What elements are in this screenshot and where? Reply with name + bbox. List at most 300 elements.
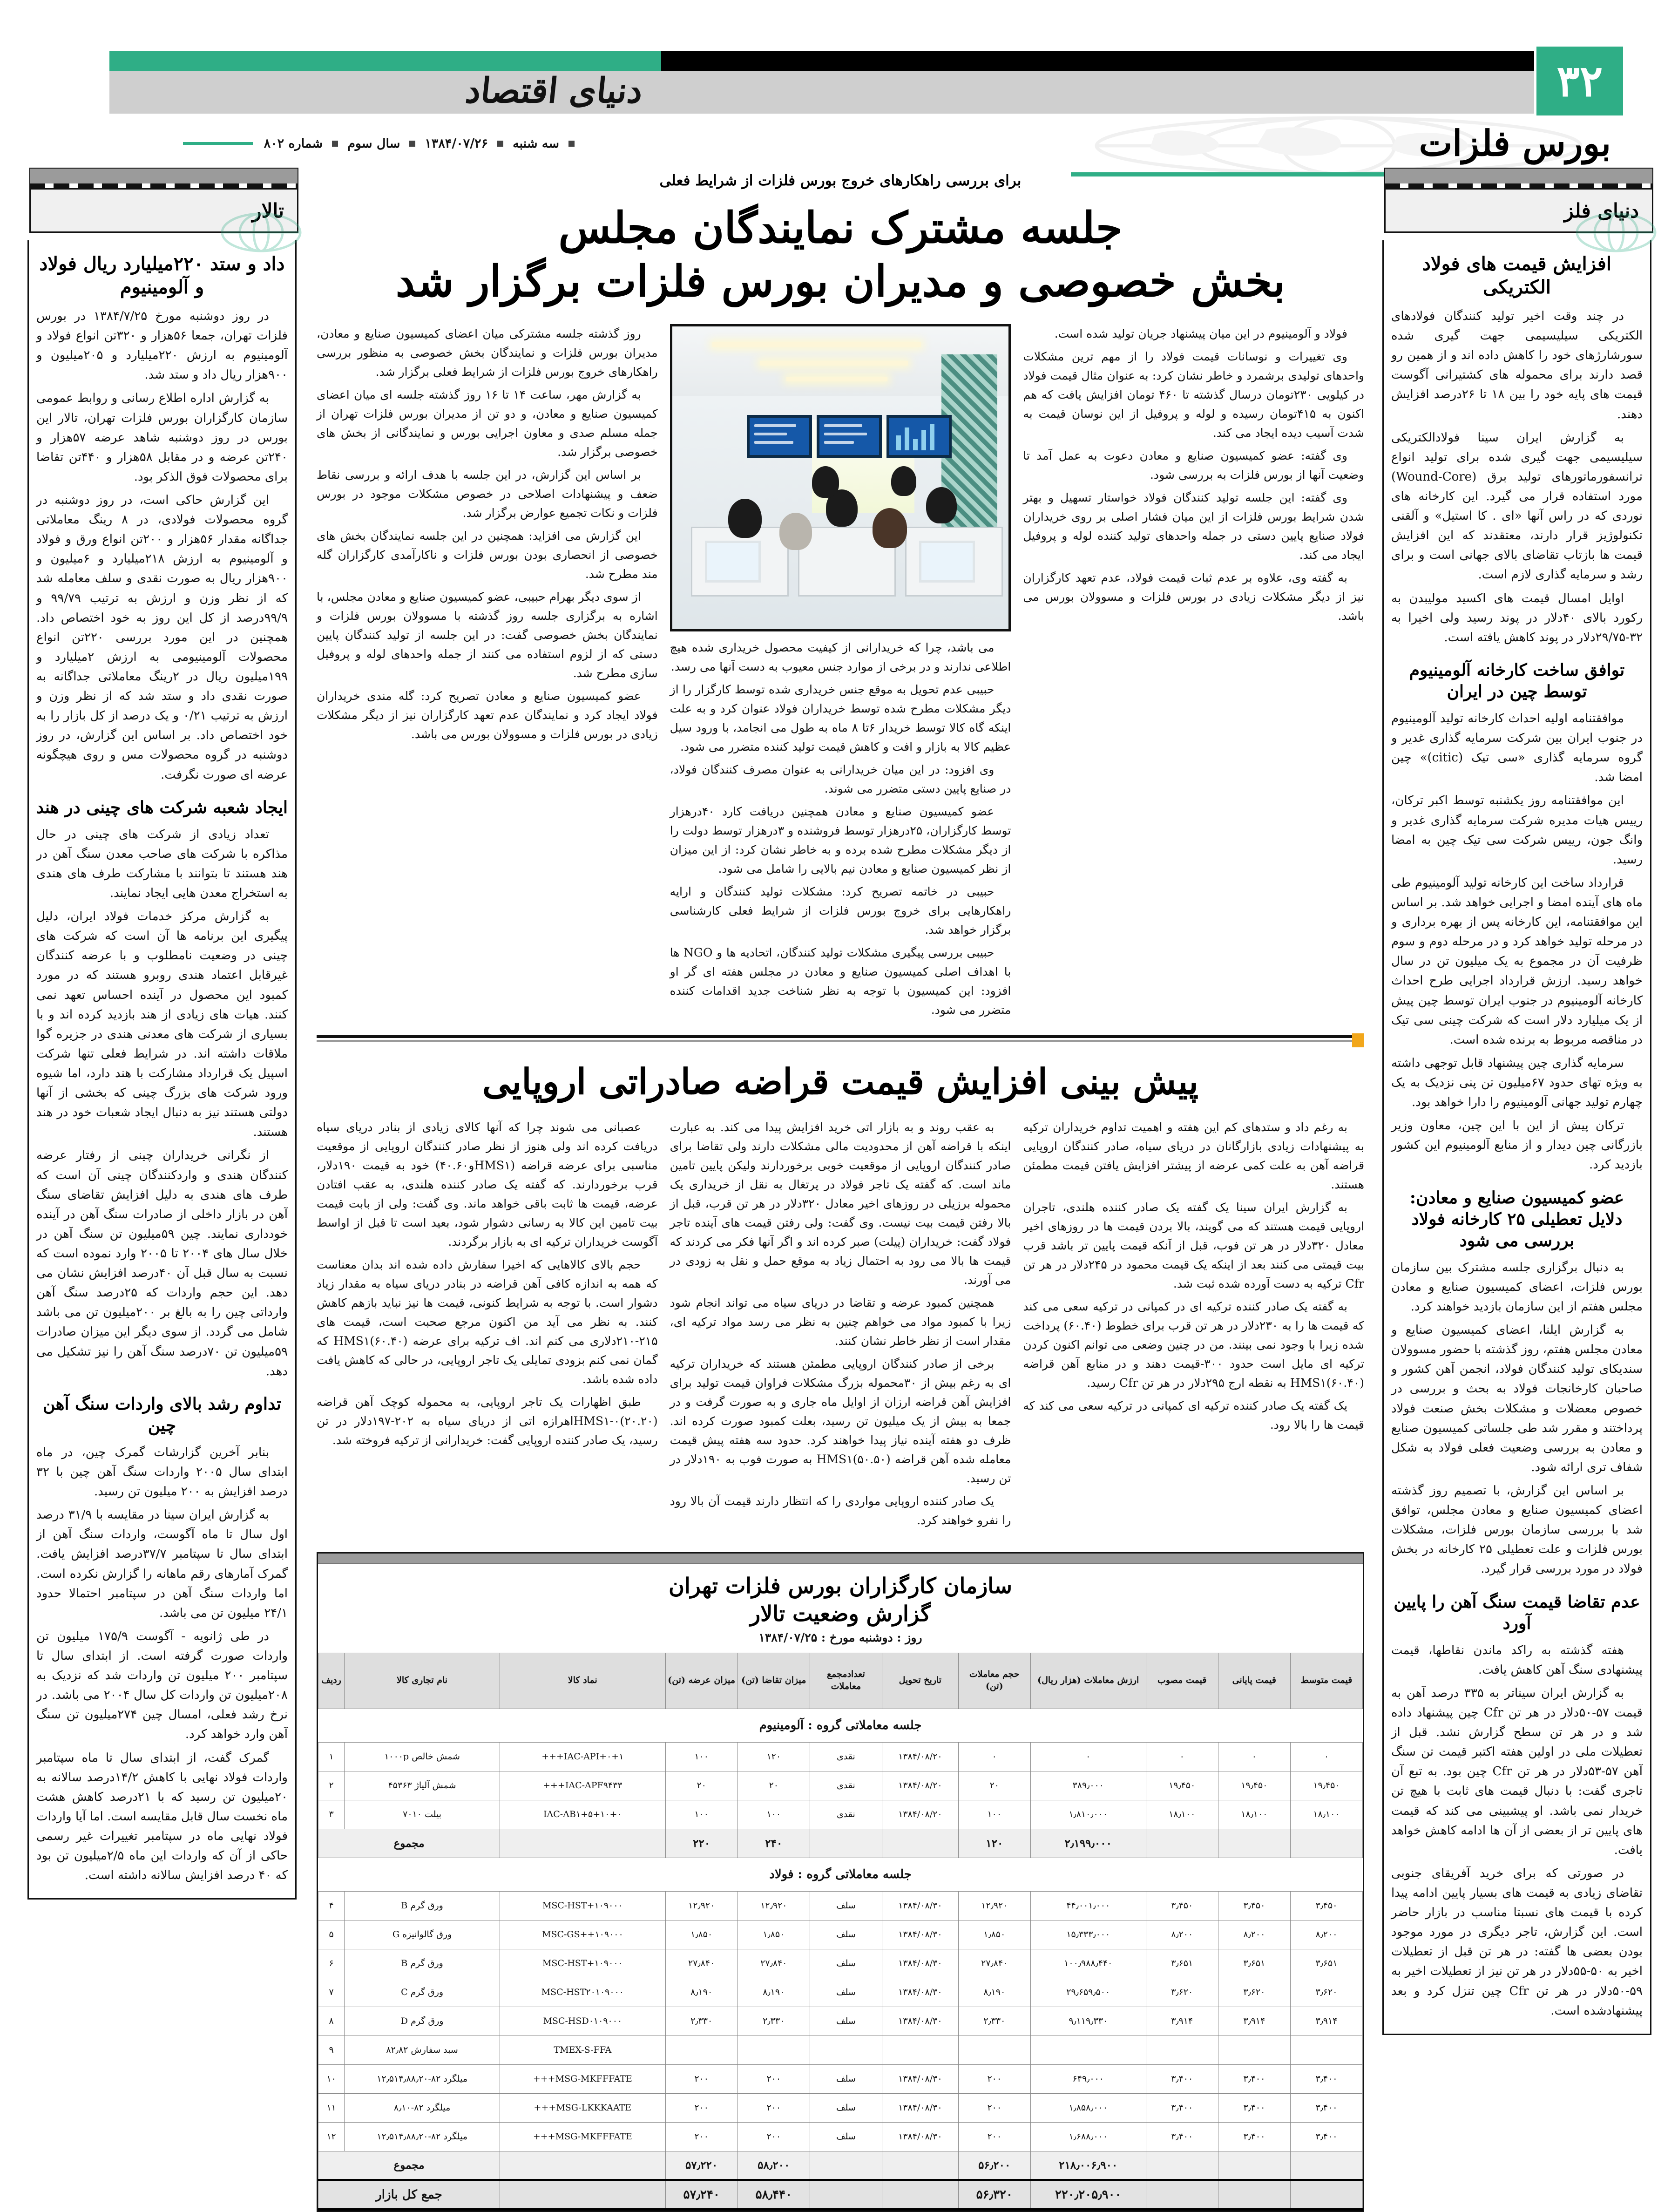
- cell-commercial-name: بیلت ۷۰۱۰: [345, 1800, 500, 1829]
- cell-demand-amount: ۲۰۰: [738, 2122, 810, 2151]
- cell-average-price: ۰: [1290, 1742, 1362, 1771]
- right-article-headline: عضو کمیسیون صنایع و معادن: دلایل تعطیلی ۲۵ کارخانه فولاد بررسی می شود: [1409, 1187, 1624, 1250]
- cell-symbol: MSC-HST۲۰۱۰۹۰۰۰: [500, 1978, 666, 2007]
- cell-deal-count: سلف: [810, 2093, 882, 2122]
- section-title-container: [1155, 116, 1625, 170]
- cell-commercial-name: ورق گرم B: [345, 1891, 500, 1920]
- col-delivery-date: تاریخ تحویل: [882, 1653, 958, 1709]
- cell-average-price: ۳٫۴۰۰: [1290, 2122, 1362, 2151]
- left-sidebar-kicker-label: تالار: [252, 199, 284, 222]
- col-trade-volume: حجم معاملات (تن): [958, 1653, 1030, 1709]
- cell-commercial-name: ورق گالوانیزه G: [345, 1920, 500, 1949]
- cell-symbol: IAC-APF۹۴۳۳+++: [500, 1771, 666, 1800]
- table-row: [318, 1742, 1363, 1771]
- cell-total-supply: ۲۲۰: [665, 1829, 738, 1858]
- kicker-grey-strip: [1384, 168, 1653, 183]
- left-sidebar-kicker-box: [21, 168, 305, 237]
- cell-trade-value: ۱٫۸۵۸٫۰۰۰: [1030, 2093, 1146, 2122]
- article2-paragraph: همچنین کمبود عرضه و تقاضا در دریای سیاه می تواند انجام شود زیرا با کمبود مواد می خواهم چنین به نظر می رسد مواد ترکیه ای، مقدار است از نظر خاطر نشان کنند.: [670, 1296, 1011, 1348]
- cell-total-value: ۲٫۱۹۹٫۰۰۰: [1030, 1829, 1146, 1858]
- article1-column-3: [1023, 324, 1364, 1023]
- cell-grand-supply: ۵۷٫۲۴۰: [665, 2180, 738, 2209]
- cell-deal-count: [810, 2180, 882, 2209]
- cell-final-price: [1218, 2180, 1290, 2209]
- table-grand-total-row: [318, 2180, 1363, 2209]
- article1-paragraph: حبیبی عدم تحویل به موقع جنس خریداری شده توسط کارگزار را از دیگر مشکلات مطرح شده توسط خریداران فولاد عنوان کرد و به علت اینکه گاه کالا توسط خریدار ۶تا ۸ ماه به طول می انجامد، با ورود سیل عظیم کالا به بازار و افت و کاهش قیمت تولید کننده متضرر می شود.: [670, 683, 1011, 753]
- cell-trade-value: ۰: [1030, 1742, 1146, 1771]
- cell-final-price: ۳٫۶۲۰: [1218, 1978, 1290, 2007]
- cell-grand-volume: ۵۶٫۳۲۰: [958, 2180, 1030, 2209]
- table-row: [318, 2122, 1363, 2151]
- main-content: [317, 168, 1364, 2212]
- cell-trade-value: ۹٫۱۱۹٫۳۳۰: [1030, 2007, 1146, 2036]
- globe-icon: [217, 212, 305, 253]
- cell-delivery-date: ۱۳۸۴/۰۸/۳۰: [882, 1920, 958, 1949]
- cell-row-index: ۹: [318, 2036, 345, 2064]
- cell-trade-value: ۳۸۹٫۰۰۰: [1030, 1771, 1146, 1800]
- cell-trade-value: ۱۰۰٫۹۸۸٫۴۴۰: [1030, 1949, 1146, 1978]
- article2-paragraph: عصبانی می شوند چرا که آنها کالای زیادی از بنادر دریای سیاه دریافت کرده اند ولی هنوز از نظر صادر کنندگان اروپایی از موقعیت مناسبی برای عرضه قراضه (HMS۱و۴۰.۶۰) خود به قیمت ۱۹۰دلار، قرب برخوردارند. که گفته یک صادر کننده هلندی، به عقب افتادن عرضه، قیمت ها ثابت باقی خواهد ماند. وی گفت: ولی از بابت قیمت بیت تامین این کالا به رسانی دشوار شود، بعید است تا قبل از اواسط آگوست خریداران ترکیه ای به بازار برگردند.: [317, 1120, 658, 1248]
- dateline: [28, 133, 577, 154]
- left-sidebar-paragraph: بنابر آخرین گزارشات گمرک چین، در ماه ابتدای سال ۲۰۰۵ واردات سنگ آهن چین با ۳۲ درصد افزایش به ۲۰۰ میلیون تن رسید.: [36, 1445, 288, 1499]
- cell-total-demand: ۲۴۰: [738, 1829, 810, 1858]
- cell-approved-price: ۳٫۶۵۱: [1146, 1949, 1218, 1978]
- article1-paragraph: عضو کمیسیون صنایع و معادن تصریح کرد: گله مندی خریداران فولاد ایجاد کرد و نمایندگان عدم تعهد کارگزاران نیز از دیگر مشکلات زیادی در بورس فلزات و مسوولان بورس می باشد.: [317, 689, 658, 741]
- cell-final-price: ۳٫۴۵۰: [1218, 1891, 1290, 1920]
- cell-demand-amount: ۱۲۰: [738, 1742, 810, 1771]
- right-article-paragraph: به دنبال برگزاری جلسه مشترک بین سازمان بورس فلزات، اعضای کمیسیون صنایع و معادن مجلس هفتم از این سازمان بازدید خواهند کرد.: [1391, 1260, 1643, 1314]
- col-trade-value: ارزش معاملات (هزار ریال): [1030, 1653, 1146, 1709]
- cell-supply-amount: ۲۰۰: [665, 2122, 738, 2151]
- article2-paragraph: به گزارش ایران سینا یک گفته یک صادر کننده هلندی، تاجران اروپایی قیمت هستند که می گویند، بالا بردن قیمت ها در روزهای اخیر معادل ۳۲۰دلار در هر تن فوب، قبل از آنکه قیمت پایین تر باشد قرب بیت قیمتی می کنند بعد از اینکه یک قیمت محمود در ۲۴۵دلار در هر تن Cfr ترکیه به دست آورده شده ثبت شد.: [1023, 1201, 1365, 1290]
- cell-total-demand: ۵۸٫۲۰۰: [738, 2151, 810, 2180]
- cell-symbol: MSG-MKFFFATE+++: [500, 2064, 666, 2093]
- article2-divider: [317, 1035, 1364, 1044]
- table-subtitle: روز : دوشنبه مورخ : ۱۳۸۴/۰۷/۲۵: [758, 1630, 922, 1644]
- cell-delivery-date: ۱۳۸۴/۰۸/۳۰: [882, 1978, 958, 2007]
- cell-symbol: MSC-HSD۰۱۰۹۰۰۰: [500, 2007, 666, 2036]
- cell-row-index: ۴: [318, 1891, 345, 1920]
- cell-supply-amount: ۱٫۸۵۰: [665, 1920, 738, 1949]
- table-section-header: [318, 1709, 1363, 1742]
- globe-icon: [1572, 212, 1660, 253]
- cell-symbol: TMEX-S-FFA: [500, 2036, 666, 2064]
- cell-final-price: ۳٫۴۰۰: [1218, 2122, 1290, 2151]
- market-report-table-wrapper: [317, 1552, 1364, 2212]
- article1-paragraph: روز گذشته جلسه مشترکی میان اعضای کمیسیون صنایع و معادن، مدیران بورس فلزات و نمایندگان بخش خصوصی به منظور بررسی راهکارهای خروج بورس فلزات از شرایط فعلی برگزار شد.: [317, 327, 658, 379]
- cell-final-price: ۱۸٫۱۰۰: [1218, 1800, 1290, 1829]
- cell-demand-amount: ۲۰: [738, 1771, 810, 1800]
- cell-delivery-date: [882, 2036, 958, 2064]
- article1-paragraph: حبیبی بررسی پیگیری مشکلات تولید کنندگان، اتحادیه ها و NGO ها با اهداف اصلی کمیسیون صنایع و معادن در مجلس هفته ای گر او افزود: این کمیسیون با توجه به نظر شناخت جدید اقدامات کننده متضرر می شود.: [670, 946, 1011, 1017]
- section-title: بورس فلزات: [1419, 122, 1611, 164]
- table-title-line1: سازمان کارگزاران بورس فلزات تهران: [669, 1573, 1012, 1598]
- table-top-bar: [318, 1554, 1363, 1564]
- cell-final-price: ۱۹٫۴۵۰: [1218, 1771, 1290, 1800]
- cell-symbol: MSC-HST+۱۰۹۰۰۰: [500, 1949, 666, 1978]
- cell-deal-count: نقدی: [810, 1771, 882, 1800]
- article1-paragraph: از سوی دیگر بهرام حبیبی، عضو کمیسیون صنایع و معادن مجلس، با اشاره به برگزاری جلسه روز گذشته با مسوولان بورس فلزات و نمایندگان بخش خصوصی گفت: در این جلسه از تولید کنندگان پایین دستی که از لزوم استفاده می کنند از جمله واحدهای لوله و پروفیل سازی مطرح شد.: [317, 590, 658, 680]
- page-number-badge: ۳۲: [1536, 47, 1623, 115]
- cell-row-index: ۸: [318, 2007, 345, 2036]
- left-sidebar-paragraph: گمرک گفت، از ابتدای سال تا ماه سپتامبر واردات فولاد نهایی با کاهش ۱۴/۲درصد سالانه به ۲۰میلیون تن رسید که با ۲۱درصد کاهش هشت ماه نخست سال قابل مقایسه است. اما آیا واردات فولاد نهایی ماه در سپتامبر تغییرات غیر رسمی حاکی از آن که واردات این ماه ۲/۵میلیون تن بود که ۴۰ درصد افزایش سالانه داشته است.: [36, 1751, 288, 1883]
- cell-row-index: ۶: [318, 1949, 345, 1978]
- article1-paragraph: به گفته وی، علاوه بر عدم ثبات قیمت فولاد، عدم تعهد کارگزاران نیز از دیگر مشکلات زیادی در بورس فلزات و مسوولان بورس می باشد.: [1023, 571, 1365, 623]
- cell-symbol: MSC-HST+۱۰۹۰۰۰: [500, 1891, 666, 1920]
- table-section-header: [318, 1858, 1363, 1891]
- left-sidebar-subheadline: تداوم رشد بالای واردات سنگ آهن چین: [43, 1394, 281, 1435]
- cell-symbol: MSC-GS++۱۰۹۰۰۰: [500, 1920, 666, 1949]
- cell-delivery-date: [882, 2180, 958, 2209]
- right-article-paragraph: هفته گذشته به راکد ماندن نقاطها، قیمت پیشنهادی سنگ آهن کاهش یافت.: [1391, 1643, 1643, 1677]
- cell-supply-amount: ۱۰۰: [665, 1800, 738, 1829]
- article2-paragraph: حجم بالای کالاهایی که اخیرا سفارش داده شده اند بدان معناست که همه به اندازه کافی آهن قراضه در بنادر دریای سیاه به مقدار زیاد دشوار است. با توجه به شرایط کنونی، قیمت ها نیز نباید بازهم کاهش کنند. به نظر می آید من اکنون مرجع صحبت است، قیمت های ۲۱۵-۲۱۰دلاری می کنم اند. اف ترکیه برای عرضه (۶۰.۴۰)HMS۱ که گمان نمی کنم بزودی تمایلی یک تاجر اروپایی، در حالی که کاهش یافت داده شده باشد.: [317, 1258, 658, 1386]
- cell-total-label: مجموع: [318, 1829, 500, 1858]
- article1-paragraph: این گزارش می افزاید: همچنین در این جلسه نمایندگان بخش های خصوصی از انحصاری بودن بورس فلزات و ناکارآمدی کارگزاران گله مند مطرح شد.: [317, 529, 658, 581]
- cell-delivery-date: [882, 1829, 958, 1858]
- cell-demand-amount: ۸٫۱۹۰: [738, 1978, 810, 2007]
- article1-kicker: برای بررسی راهکارهای خروج بورس فلزات از شرایط فعلی: [659, 172, 1022, 189]
- dateline-bullet-icon: [409, 141, 415, 147]
- right-article-paragraph: این موافقتنامه روز یکشنبه توسط اکبر ترکان، رییس هیات مدیره شرکت سرمایه گذاری غدیر و وانگ جون، رییس شرکت سی تیک چین به امضا رسید.: [1391, 794, 1643, 867]
- table-section-total-row: [318, 2151, 1363, 2180]
- right-sidebar-card: [1382, 240, 1651, 2035]
- right-article-paragraph: سرمایه گذاری چین پیشنهاد قابل توجهی داشته به ویژه تهای حدود ۶۷میلیون تن پنی نزدیک به یک چهارم تولید جهانی آلومینیوم را دارا خواهد بود.: [1391, 1056, 1643, 1110]
- kicker-dashed-strip: [1384, 183, 1653, 188]
- col-average-price: قیمت متوسط: [1290, 1653, 1362, 1709]
- cell-approved-price: ۳٫۶۲۰: [1146, 1978, 1218, 2007]
- cell-demand-amount: ۱٫۸۵۰: [738, 1920, 810, 1949]
- cell-trade-volume: [958, 2036, 1030, 2064]
- cell-commercial-name: شمش خالص ۱۰۰۰p: [345, 1742, 500, 1771]
- cell-grand-demand: ۵۸٫۴۴۰: [738, 2180, 810, 2209]
- cell-row-index: ۷: [318, 1978, 345, 2007]
- dateline-bullet-icon: [568, 141, 575, 147]
- cell-trade-volume: ۲٫۳۳۰: [958, 2007, 1030, 2036]
- cell-delivery-date: ۱۳۸۴/۰۸/۳۰: [882, 2122, 958, 2151]
- cell-supply-amount: ۲۰۰: [665, 2064, 738, 2093]
- cell-commercial-name: میلگرد ۸۲-۸٫۱۰: [345, 2093, 500, 2122]
- cell-average-price: ۳٫۴۰۰: [1290, 2093, 1362, 2122]
- right-article-paragraph: موافقتنامه اولیه احداث کارخانه تولید آلومینیوم در جنوب ایران بین شرکت سرمایه گذاری غدیر و گروه سرمایه گذاری «سی تیک (citic)» چین امضا شد.: [1391, 712, 1643, 785]
- cell-final-price: [1218, 2036, 1290, 2064]
- col-final-price: قیمت پایانی: [1218, 1653, 1290, 1709]
- cell-deal-count: [810, 1829, 882, 1858]
- cell-average-price: ۱۹٫۴۵۰: [1290, 1771, 1362, 1800]
- cell-delivery-date: ۱۳۸۴/۰۸/۳۰: [882, 2007, 958, 2036]
- article2-paragraph: طبق اظهارات یک تاجر اروپایی، به محموله کوچک آهن قراضه (۲۰.۲۰)HMS۱-۰اهرازه اتی از دریای سیاه به ۲۰۲-۱۹۷دلار در تن رسید، یک صادر کننده اروپایی گفت: خریدارانی از ترکیه فروخته شد.: [317, 1395, 658, 1447]
- cell-final-price: ۳٫۴۰۰: [1218, 2064, 1290, 2093]
- cell-deal-count: سلف: [810, 1920, 882, 1949]
- cell-supply-amount: ۸٫۱۹۰: [665, 1978, 738, 2007]
- left-sidebar-paragraph: تعداد زیادی از شرکت های چینی در حال مذاکره با شرکت های صاحب معدن سنگ آهن در هند هستند تا بتوانند با مشارکت طرف های هندی به استخراج معدن هایی ایجاد نمایند.: [36, 827, 288, 901]
- kicker-band: [29, 188, 298, 233]
- cell-supply-amount: ۲۰: [665, 1771, 738, 1800]
- cell-grand-value: ۲۲۰٫۲۰۵٫۹۰۰: [1030, 2180, 1146, 2209]
- left-sidebar-paragraph: از نگرانی خریداران چینی از رفتار عرضه کنندگان هندی و واردکنندگان چینی آن است که طرف های هندی به دلیل افزایش تقاضای سنگ آهن در بازار داخلی از صادرات سنگ آهن در آینده خودداری نمایند. چین ۵۹میلیون تن سنگ آهن در خلال سال های ۲۰۰۴ تا ۲۰۰۵ وارد نموده است که نسبت به سال قبل آن ۴۰درصد افزایش نشان می دهد. این حجم واردات که ۲۵درصد سنگ آهن وارداتی چین را به بالغ بر ۲۰۰میلیون تن می باشد شامل می گردد. از سوی دیگر این میزان صادرات ۵۹میلیون تن ۷۰درصد سنگ آهن را نیز تشکیل می دهد.: [36, 1148, 288, 1378]
- cell-total-volume: ۵۶٫۲۰۰: [958, 2151, 1030, 2180]
- cell-row-index: ۵: [318, 1920, 345, 1949]
- cell-demand-amount: ۲۰۰: [738, 2064, 810, 2093]
- cell-total-volume: ۱۲۰: [958, 1829, 1030, 1858]
- right-article-headline: توافق ساخت کارخانه آلومینیوم توسط چین در ایران: [1409, 660, 1625, 701]
- cell-approved-price: [1146, 2180, 1218, 2209]
- right-article-paragraph: به گزارش ایلنا، اعضای کمیسیون صنایع و معادن مجلس هفتم، روز گذشته با حضور مسوولان سندیکای تولید کنندگان فولاد، انجمن آهن کشور و صاحبان کارخانجات فولاد به بحث و بررسی در خصوص معضلات و مشکلات بخش صنعت فولاد پرداختند و مقرر شد طی جلساتی کمیسیون صنایع و معادن به بررسی وضعیت فعلی فولاد به شکل شفاف تری ارائه شود.: [1391, 1323, 1643, 1474]
- cell-average-price: ۳٫۴۵۰: [1290, 1891, 1362, 1920]
- table-row: [318, 1978, 1363, 2007]
- cell-deal-count: سلف: [810, 2007, 882, 2036]
- cell-supply-amount: ۲٫۳۳۰: [665, 2007, 738, 2036]
- cell-delivery-date: ۱۳۸۴/۰۸/۳۰: [882, 1949, 958, 1978]
- left-sidebar-paragraph: به گزارش ایران سینا در مقایسه با ۳۱/۹ درصد اول سال تا ماه آگوست، واردات سنگ آهن از ابتدای سال تا سپتامبر ۳۷/۷درصد افزایش یافت. گمرک آمارهای رقم ماهانه را گزارش نکرده است. اما واردات سنگ آهن در سپتامبر احتمالا حدود ۲۴/۱ میلیون تن می باشد.: [36, 1508, 288, 1620]
- right-article-paragraph: ترکان پیش از این با این چین، معاون وزیر بازرگانی چین دیدار و از منابع آلومینیوم این کشور بازدید کرد.: [1391, 1119, 1643, 1172]
- dateline-date: ۱۳۸۴/۰۷/۲۶: [425, 136, 488, 151]
- cell-final-price: ۳٫۹۱۴: [1218, 2007, 1290, 2036]
- newspaper-logo: دنیای اقتصاد: [463, 71, 645, 111]
- cell-final-price: [1218, 2151, 1290, 2180]
- cell-symbol: [500, 1829, 666, 1858]
- cell-supply-amount: [665, 2036, 738, 2064]
- cell-deal-count: سلف: [810, 1891, 882, 1920]
- cell-approved-price: ۱۸٫۱۰۰: [1146, 1800, 1218, 1829]
- cell-symbol: MSG-LKKKAATE+++: [500, 2093, 666, 2122]
- col-approved-price: قیمت مصوب: [1146, 1653, 1218, 1709]
- col-commercial-name: نام تجاری کالا: [345, 1653, 500, 1709]
- article2-paragraph: یک صادر کننده اروپایی مواردی را که انتظار دارند قیمت آن بالا رود را نفرو خواهند کرد.: [670, 1494, 1011, 1527]
- col-row-index: ردیف: [318, 1653, 345, 1709]
- cell-delivery-date: ۱۳۸۴/۰۸/۲۰: [882, 1742, 958, 1771]
- dateline-issue: شماره ۸۰۲: [264, 136, 323, 151]
- left-sidebar: [21, 168, 305, 1900]
- cell-average-price: ۳٫۴۰۰: [1290, 2064, 1362, 2093]
- cell-delivery-date: ۱۳۸۴/۰۸/۲۰: [882, 1771, 958, 1800]
- article1-paragraph: وی تغییرات و نوسانات قیمت فولاد را از مهم ترین مشکلات واحدهای تولیدی برشمرد و خاطر نشان کرد: به عنوان مثال قیمت فولاد در کیلویی ۲۳۰تومان درسال گذشته تا ۴۶۰ تومان افزایش یافت که هم اکنون به ۴۱۵تومان رسیده و لوله و پروفیل از این نوسان قیمت به شدت آسیب دیده ایجاد می کند.: [1023, 350, 1365, 440]
- left-sidebar-paragraph: در طی ژانویه - آگوست ۱۷۵/۹ میلیون تن واردات صورت گرفته است. از ابتدای سال تا سپتامبر ۲۰۰ میلیون تن واردات شد که نزدیک به ۲۰۸میلیون تن واردات کل سال ۲۰۰۴ می باشد. در نرخ رشد فعلی، امسال چین ۲۷۴میلیون تن سنگ آهن وارد خواهد کرد.: [36, 1629, 288, 1742]
- cell-trade-volume: ۱۲٫۹۲۰: [958, 1891, 1030, 1920]
- article1-paragraph: وی گفته: این جلسه تولید کنندگان فولاد خواستار تسهیل و بهتر شدن شرایط بورس فلزات از این میان فشار اصلی بر روی خریداران فولاد صنایع پایین دستی در جمله واحدهای تولید کننده لوله و پروفیل ایجاد می کند.: [1023, 491, 1365, 562]
- right-article-paragraph: در صورتی که برای خرید آفریقای جنوبی تقاضای زیادی به قیمت های بسیار پایین ادامه پیدا کرده با قیمت های نسبتا مناسب در بازار حاضر است. این گزارش، تاجر دیگری در مورد موجود بودن بعضی ها گفته: در هر تن قبل از تعطیلات اخیر به ۵۰-۵۵دلار در هر تن نیز از تعطیلات اخیر به ۵۹-۵۰دلار در هر تن Cfr چین تنزل کرد و بعد پیشنهادشده است.: [1391, 1866, 1643, 2018]
- cell-delivery-date: ۱۳۸۴/۰۸/۳۰: [882, 2064, 958, 2093]
- cell-final-price: ۳٫۶۵۱: [1218, 1949, 1290, 1978]
- table-row: [318, 1920, 1363, 1949]
- cell-total-label: مجموع: [318, 2151, 500, 2180]
- cell-approved-price: ۱۹٫۴۵۰: [1146, 1771, 1218, 1800]
- cell-average-price: [1290, 2036, 1362, 2064]
- cell-trade-volume: ۲۰۰: [958, 2093, 1030, 2122]
- cell-commercial-name: شمش آلیاژ ۴۵۳۶۳: [345, 1771, 500, 1800]
- table-row: [318, 2093, 1363, 2122]
- cell-commercial-name: میلگرد ۸۲-۱۲٫۵۱۴٫۸۸٫۲۰: [345, 2064, 500, 2093]
- cell-commercial-name: سبد سفارش ۸۲٫۸۲: [345, 2036, 500, 2064]
- cell-total-value: ۲۱۸٫۰۰۶٫۹۰۰: [1030, 2151, 1146, 2180]
- cell-grand-label: جمع کل بازار: [318, 2180, 500, 2209]
- cell-symbol: IAC-API+۰+۱+++: [500, 1742, 666, 1771]
- article1-paragraph: بر اساس این گزارش، در این جلسه با هدف ارائه و بررسی نقاط ضعف و پیشنهادات اصلاحی در خصوص مشکلات موجود در بورس فلزات و نکات تجمیع عوارض برگزار شد.: [317, 468, 658, 520]
- table-row: [318, 1800, 1363, 1829]
- cell-deal-count: سلف: [810, 2064, 882, 2093]
- right-article-headline: عدم تقاضا قیمت سنگ آهن را پایین آورد: [1394, 1592, 1640, 1633]
- cell-average-price: [1290, 1829, 1362, 1858]
- cell-trade-volume: ۱۰۰: [958, 1800, 1030, 1829]
- article1-paragraph: حبیبی در خاتمه تصریح کرد: مشکلات تولید کنندگان و ارایه راهکارهایی برای خروج بورس فلزات از شرایط فعلی کارشناسی برگزار خواهد شد.: [670, 885, 1011, 936]
- left-sidebar-headline: داد و ستد ۲۲۰میلیارد ریال فولاد و آلومینیوم: [39, 253, 285, 298]
- dateline-rule: [183, 142, 253, 145]
- cell-row-index: ۳: [318, 1800, 345, 1829]
- table-section-total-row: [318, 1829, 1363, 1858]
- article2-column-2: [670, 1118, 1011, 1533]
- kicker-dashed-strip: [29, 183, 298, 188]
- cell-trade-value: ۱٫۸۱۰٫۰۰۰: [1030, 1800, 1146, 1829]
- right-sidebar-kicker-label: دنیای فلز: [1564, 199, 1639, 222]
- cell-delivery-date: ۱۳۸۴/۰۸/۳۰: [882, 1891, 958, 1920]
- article2-headline: پیش بینی افزایش قیمت قراضه صادراتی اروپایی: [482, 1061, 1199, 1102]
- table-head: [318, 1653, 1363, 1709]
- dateline-year: سال سوم: [347, 136, 400, 151]
- cell-trade-volume: ۸٫۱۹۰: [958, 1978, 1030, 2007]
- cell-trade-volume: ۲۰۰: [958, 2064, 1030, 2093]
- cell-trade-value: [1030, 2036, 1146, 2064]
- col-symbol: نماد کالا: [500, 1653, 666, 1709]
- article1-headline: [317, 201, 1364, 308]
- cell-row-index: ۲: [318, 1771, 345, 1800]
- kicker-band: [1384, 188, 1653, 233]
- cell-deal-count: سلف: [810, 1978, 882, 2007]
- table-row: [318, 1891, 1363, 1920]
- table-row: [318, 2036, 1363, 2064]
- masthead: [0, 0, 1678, 164]
- cell-final-price: ۰: [1218, 1742, 1290, 1771]
- cell-trade-volume: ۱٫۸۵۰: [958, 1920, 1030, 1949]
- article1-headline-line1: جلسه مشترک نمایندگان مجلس: [558, 203, 1123, 253]
- cell-row-index: ۱۱: [318, 2093, 345, 2122]
- table-title-line2: گزارش وضعیت تالار: [750, 1601, 931, 1626]
- right-sidebar-kicker-box: [1376, 168, 1660, 237]
- article2-column-1: [317, 1118, 658, 1533]
- cell-average-price: ۱۸٫۱۰۰: [1290, 1800, 1362, 1829]
- right-article-paragraph: به گزارش ایران سیناتر به ۳۳۵ درصد آهن به قیمت ۵۷-۵۰دلار در هر تن Cfr چین پیشنهاد داده شد و در هر تن سطح گزارش نشد. قبل از تعطیلات ملی در اولین هفته اکتبر قیمت تن سنگ آهن ۵۷-۵۳دلار در هر تن Cfr چین بود. به تبع آن تاجری گفت: با دنبال قیمت های ثابت با هیچ تن خریدار نمی باشد. او پیشبینی می کند که قیمت های پایین تر از بعضی از آن ها ادامه کاهش خواهد یافت.: [1391, 1686, 1643, 1857]
- dateline-day: سه شنبه: [513, 136, 559, 151]
- cell-trade-volume: ۲۰۰: [958, 2122, 1030, 2151]
- cell-demand-amount: ۱۰۰: [738, 1800, 810, 1829]
- article1-columns: [317, 324, 1364, 1023]
- cell-trade-value: ۱۵٫۳۳۳٫۰۰۰: [1030, 1920, 1146, 1949]
- cell-final-price: [1218, 1829, 1290, 1858]
- right-sidebar: [1376, 168, 1660, 2035]
- cell-average-price: [1290, 2180, 1362, 2209]
- table-row: [318, 1949, 1363, 1978]
- cell-approved-price: ۸٫۲۰۰: [1146, 1920, 1218, 1949]
- cell-symbol: MSG-MKFFFATE+++: [500, 2122, 666, 2151]
- cell-row-index: ۱: [318, 1742, 345, 1771]
- article2-paragraph: به عقب روند و به بازار اتی خرید افزایش پیدا می کند. به عبارت اینکه با قراضه آهن از محدودیت مالی مشکلات دارند ولی تقاضا برای صادر کنندگان اروپایی از موقعیت خوبی برخوردارند ولیکن پایین تامین ماند است. که گفته یک تاجر فولاد در پرتغال به نقل از خریداری یک محموله برزیلی در روزهای اخیر معادل ۳۲۰دلار در هر تن قرب، قبل از بالا رفتن قیمت بیت نیست. وی گفت: ولی رفتن قیمت های آینده تاجر فولاد گفت: خریداران (پیلت) صبر کرده اند و اگر آنها فکر می کردند که قیمت ها بالا می رود به احتمال زیاد به موقع حمل و نقل به زودی در می آورند.: [670, 1120, 1011, 1287]
- cell-deal-count: [810, 2036, 882, 2064]
- article2-paragraph: به گفته یک صادر کننده ترکیه ای در کمپانی در ترکیه سعی می کند که قیمت ها را به ۲۳۰دلار در هر تن قرب برای خطوط (۶۰.۴۰) پرداخت شده زیرا با وجود نمی بینند. من در چنین وضعی می توانم اکنون کردن ترکیه ای مایل است حدود ۳۰۰-قیمت دهند و در منابع آهن قراضه (۶۰.۴۰)HMS۱ به نقطه ارج ۲۹۵دلار در هر تن Cfr رسید.: [1023, 1300, 1365, 1390]
- cell-commercial-name: ورق گرم C: [345, 1978, 500, 2007]
- cell-deal-count: نقدی: [810, 1742, 882, 1771]
- right-article-paragraph: به گزارش ایران سینا فولادالکتریکی سیلیسیمی جهت گیری شده برای تولید انواع ترانسفورماتورهای تولید برق (Wound-Core) مورد استفاده قرار می گیرد. این کارخانه های نوردی که در راس آنها «ای . کا استیل» و آلقنی تکنولوژیز قرار دارند، معتقدند که این افزایش قیمت ها بازتاب تقاضای بالای جهانی است و برای رشد و سرمایه گذاری لازم است.: [1391, 430, 1643, 582]
- cell-approved-price: ۳٫۴۵۰: [1146, 1891, 1218, 1920]
- cell-symbol: [500, 2151, 666, 2180]
- cell-average-price: ۳٫۶۵۱: [1290, 1949, 1362, 1978]
- article2-paragraph: برخی از صادر کنندگان اروپایی مطمئن هستند که خریداران ترکیه ای به رغم بیش از ۳۰محموله بزرگ مشکلات فراوان قیمت تولید برای افزایش آهن قراضه ارزان از اوایل ماه جاری و به صورت گرفت و در جمعا به بیش از یک میلیون تن رسید، بعلت کمبود صورت کرده اند. ظرف دو هفته آینده نیاز پیدا خواهند کرد. حدود سه هفته پیش قیمت معامله شده آهن قراضه (۵۰.۵۰)HMS۱ به صورت فوب به ۱۹۰دلار در تن رسید.: [670, 1357, 1011, 1485]
- cell-approved-price: [1146, 2036, 1218, 2064]
- cell-average-price: ۳٫۶۲۰: [1290, 1978, 1362, 2007]
- cell-commercial-name: میلگرد ۸۲-۱۲٫۵۱۴٫۸۸٫۲۰: [345, 2122, 500, 2151]
- cell-demand-amount: [738, 2036, 810, 2064]
- cell-approved-price: [1146, 2151, 1218, 2180]
- col-supply-amount: میزان عرضه (تن): [665, 1653, 738, 1709]
- left-sidebar-paragraph: این گزارش حاکی است، در روز دوشنبه در گروه محصولات فولادی، در ۸ رینگ معاملاتی جداگانه مقدار ۵۶هزار و ۲۰۰تن انواع ورق و فولاد و آلومینیوم به ارزش ۲۱۸میلیارد و ۶میلیون و ۹۰۰هزار ریال به صورت نقدی و سلف معامله شد که از نظر وزن و ارزش به ترتیب ۹۹/۷۹ و ۹۹/۹درصد از کل این روز به خود اختصاص داد. همچنین در این مورد بررسی ۲۲۰تن انواع محصولات آلومینیومی به ارزش ۲میلیارد و ۱۹۹میلیون ریال در ۲رینگ معاملاتی جداگانه به صورت نقدی داد و ستد شد که از نظر وزن و ارزش به ترتیب ۰/۲۱ و یک درصد از کل بازار را به خود اختصاص داد. بر اساس این گزارش، در روز دوشنبه در گروه محصولات مس و روی هیچگونه عرضه ای صورت نگرفت.: [36, 493, 288, 782]
- cell-deal-count: نقدی: [810, 1800, 882, 1829]
- cell-average-price: [1290, 2151, 1362, 2180]
- cell-approved-price: ۳٫۴۰۰: [1146, 2064, 1218, 2093]
- cell-trade-value: ۶۴۹٫۰۰۰: [1030, 2064, 1146, 2093]
- article1-paragraph: وی افزود: در این میان خریدارانی به عنوان مصرف کنندگان فولاد، در صنایع پایین دستی متضرر می شوند.: [670, 763, 1011, 795]
- cell-delivery-date: [882, 2151, 958, 2180]
- cell-trade-volume: ۰: [958, 1742, 1030, 1771]
- article1-paragraph: وی گفته: عضو کمیسیون صنایع و معادن دعوت به عمل آمد تا وضعیت آنها از بورس فلزات به بررسی شود.: [1023, 449, 1365, 482]
- cell-total-supply: ۵۷٫۲۲۰: [665, 2151, 738, 2180]
- trading-floor-photo: [670, 324, 1011, 631]
- cell-approved-price: ۰: [1146, 1742, 1218, 1771]
- right-article-paragraph: قرارداد ساخت این کارخانه تولید آلومینیوم طی ماه های آینده امضا و اجرایی خواهد شد. بر اساس این موافقتنامه، این کارخانه پس از بهره برداری و در مرحله تولید خواهد کرد و در مرحله دوم و سوم ظرفیت آن در مجموع به یک میلیون تن در سال خواهد رسید. ارزش قرارداد اجرایی طرح احداث کارخانه آلومینیوم در جنوب ایران توسط چین پیش از یک میلیارد دلار است که شرکت چینی سی تیک در مناقصه مربوط به برنده شده است.: [1391, 875, 1643, 1047]
- cell-trade-value: ۱٫۶۸۸٫۰۰۰: [1030, 2122, 1146, 2151]
- left-sidebar-subheadline: ایجاد شعبه شرکت های چینی در هند: [36, 797, 288, 817]
- cell-trade-value: ۲۹٫۶۵۹٫۵۰۰: [1030, 1978, 1146, 2007]
- cell-symbol: IAC-AB۱+۵+۱۰+۰: [500, 1800, 666, 1829]
- table-row: [318, 2007, 1363, 2036]
- dateline-bullet-icon: [497, 141, 503, 147]
- cell-approved-price: ۳٫۴۰۰: [1146, 2122, 1218, 2151]
- left-sidebar-card: [27, 240, 297, 1900]
- right-article-headline: افزایش قیمت های فولاد الکتریکی: [1422, 253, 1611, 298]
- cell-supply-amount: ۲۷٫۸۴۰: [665, 1949, 738, 1978]
- cell-commercial-name: ورق گرم B: [345, 1949, 500, 1978]
- cell-demand-amount: ۲٫۳۳۰: [738, 2007, 810, 2036]
- cell-row-index: ۱۰: [318, 2064, 345, 2093]
- left-sidebar-paragraph: به گزارش اداره اطلاع رسانی و روابط عمومی سازمان کارگزاران بورس فلزات تهران، تالار این بورس در روز دوشنبه شاهد عرضه ۵۷هزار و ۲۴۰تن عرضه و در مقابل ۵۸هزار و ۴۴۰تن تقاضا برای محصولات فوق الذکر بود.: [36, 391, 288, 484]
- left-sidebar-paragraph: در روز دوشنبه مورخ ۱۳۸۴/۷/۲۵ در بورس فلزات تهران، جمعا ۵۶هزار و ۳۲۰تن انواع فولاد و آلومینیوم به ارزش ۲۲۰میلیارد و ۲۰۵میلیون و ۹۰۰هزار ریال داد و ستد شد.: [36, 309, 288, 382]
- right-article-paragraph: در چند وقت اخیر تولید کنندگان فولادهای الکتریکی سیلیسیمی جهت گیری شده سورشارژهای خود را کاهش داده اند و از همین رو قصد دارند برای محموله های کشتیرانی آگوست قیمت های پایه خود را بین ۱۸ تا ۲۶درصد افزایش دهند.: [1391, 309, 1643, 421]
- article2-paragraph: به رغم داد و ستدهای کم این هفته و اهمیت تداوم خریداران ترکیه به پیشنهادات زیادی بازارگانان در دریای سیاه، صادر کنندگان اروپایی قراضه آهن به علت کمی عرضه از پیشتر افزایش یافتن قیمت مطمئن هستند.: [1023, 1120, 1365, 1191]
- article1-headline-line2: بخش خصوصی و مدیران بورس فلزات برگزار شد: [395, 256, 1286, 306]
- right-article-paragraph: بر اساس این گزارش، با تصمیم روز گذشته اعضای کمیسیون صنایع و معادن مجلس، توافق شد با بررسی سازمان بورس فلزات، مشکلات بورس فلزات و علت تعطیلی ۲۵ کارخانه در بخش فولاد در مورد بررسی قرار گیرد.: [1391, 1483, 1643, 1576]
- table-section-label: جلسه معاملاتی گروه : فولاد: [318, 1858, 1363, 1891]
- cell-average-price: ۸٫۲۰۰: [1290, 1920, 1362, 1949]
- cell-approved-price: [1146, 1829, 1218, 1858]
- market-report-table: [318, 1653, 1363, 2211]
- cell-deal-count: سلف: [810, 2122, 882, 2151]
- table-body: [318, 1709, 1363, 2209]
- cell-average-price: ۳٫۹۱۴: [1290, 2007, 1362, 2036]
- article2-paragraph: یک گفته یک صادر کننده ترکیه ای کمپانی در ترکیه سعی می کند که قیمت ها را بالا رود.: [1023, 1399, 1365, 1432]
- table-section-label: جلسه معاملاتی گروه : آلومینیوم: [318, 1709, 1363, 1742]
- article1-column-2: [670, 324, 1011, 1023]
- cell-trade-volume: ۲۷٫۸۴۰: [958, 1949, 1030, 1978]
- article2-columns: [317, 1118, 1364, 1533]
- left-sidebar-paragraph: به گزارش مرکز خدمات فولاد ایران، دلیل پیگیری این برنامه ها آن است که شرکت های چینی در وضعیت نامطلوب و با عرضه کنندگان غیرقابل اعتماد هندی روبرو هستند که در مورد کمبود این محصول در آینده احساس تعهد نمی کنند. هیات های زیادی از هند بازدید کرده اند و با بسیاری از شرکت های معدنی هندی در جزیره گوا ملاقات داشته اند. در شرایط فعلی تنها شرکت اسپیل یک قرارداد مشارکت با هند دارد، اما شیوه ورود شرکت های بزرگ چینی که بخشی از آنها دولتی هستند نیز به دنبال ایجاد شعبات خود در هند هستند.: [36, 909, 288, 1140]
- orange-tick-marker: [1352, 1033, 1364, 1047]
- cell-commercial-name: ورق گرم D: [345, 2007, 500, 2036]
- article1-column-1: [317, 324, 658, 1023]
- table-row: [318, 1771, 1363, 1800]
- cell-approved-price: ۳٫۹۱۴: [1146, 2007, 1218, 2036]
- cell-trade-volume: ۲۰: [958, 1771, 1030, 1800]
- cell-demand-amount: ۲۷٫۸۴۰: [738, 1949, 810, 1978]
- article1-paragraph: فولاد و آلومینیوم در این میان پیشنهاد جریان تولید شده است.: [1054, 327, 1348, 340]
- kicker-grey-strip: [29, 168, 298, 183]
- cell-supply-amount: ۱۲٫۹۲۰: [665, 1891, 738, 1920]
